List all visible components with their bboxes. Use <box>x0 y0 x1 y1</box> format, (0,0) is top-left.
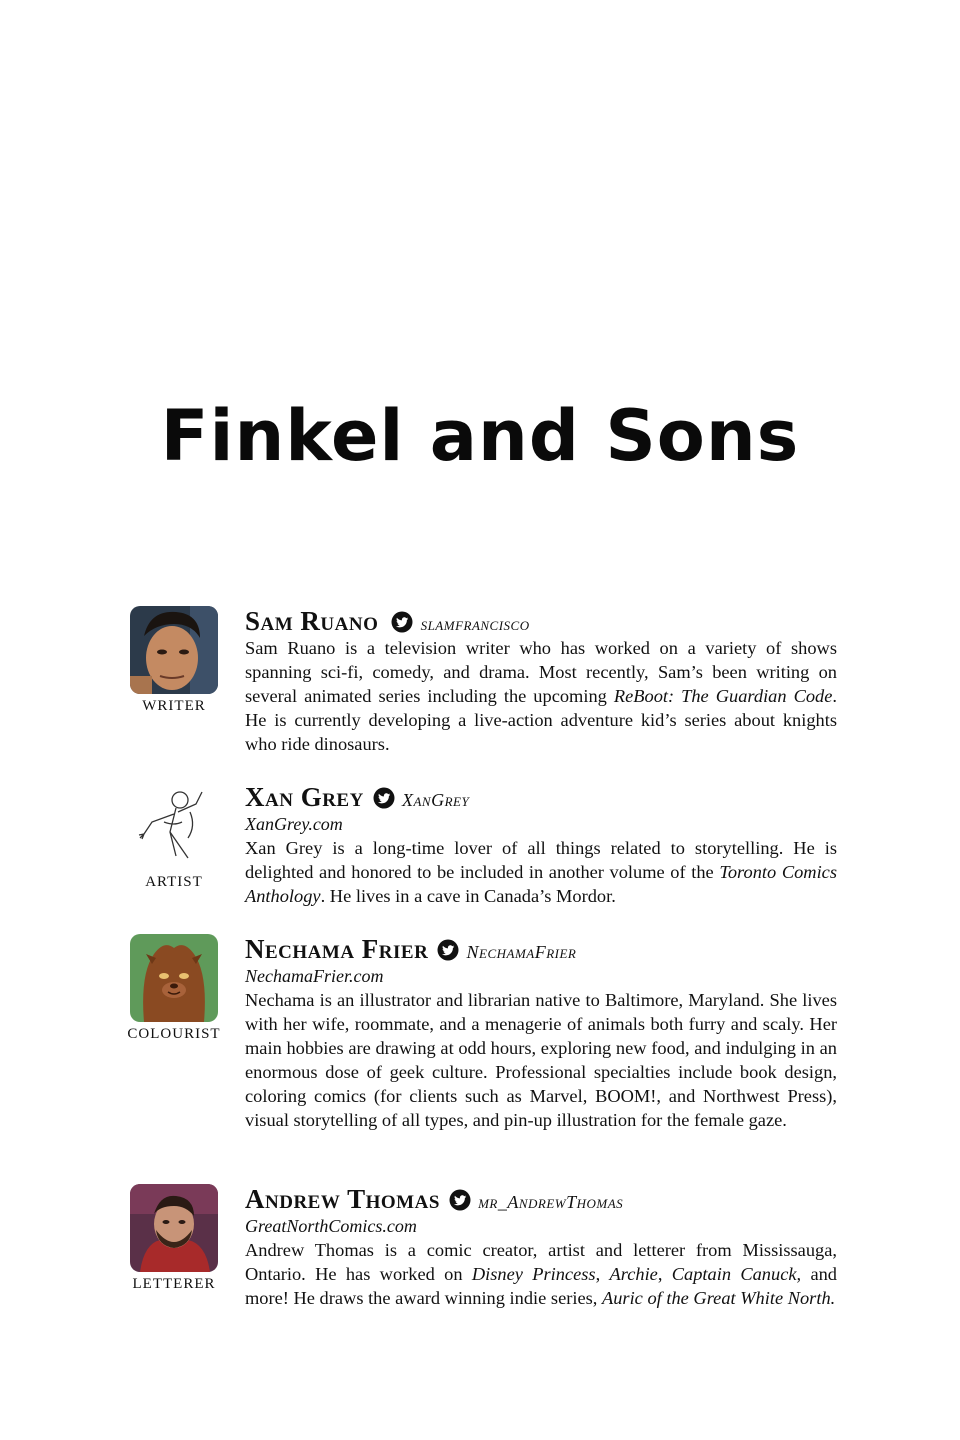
twitter-icon <box>449 1189 471 1211</box>
text-run: . He lives in a cave in Canada’s Mordor. <box>320 886 616 906</box>
role-label: LETTERER <box>132 1276 216 1292</box>
twitter-handle: NechamaFrier <box>466 942 577 962</box>
contributor-name: Sam Ruano <box>245 606 379 636</box>
italic-title: Disney Princess <box>471 1264 596 1284</box>
website-link[interactable]: XanGrey.com <box>245 814 343 834</box>
avatar-column <box>120 606 228 715</box>
italic-title: ReBoot: The Guardian Code <box>613 686 833 706</box>
twitter-handle: mr_AndrewThomas <box>478 1192 624 1212</box>
italic-title: Auric of the Great White North. <box>601 1288 836 1308</box>
bio-text <box>245 1238 837 1310</box>
text-run: Andrew Thomas is a comic creator, artist and letterer from Mississauga, Ontario. He has worked on <box>245 1240 837 1284</box>
twitter-icon <box>373 787 395 809</box>
bio-text-column <box>245 606 837 756</box>
text-run: . He is currently developing a live-action adventure kid’s series about knights who ride dinosaurs. <box>245 686 837 754</box>
bio-text <box>245 836 837 908</box>
role-label: ARTIST <box>145 874 203 890</box>
italic-title: Archie <box>609 1264 658 1284</box>
role-label: WRITER <box>142 698 206 714</box>
twitter-handle: slamfrancisco <box>420 614 530 634</box>
text-run: and more! He draws the award winning indie series, <box>245 1264 837 1308</box>
avatar-nechama-frier <box>130 934 218 1022</box>
website-link[interactable]: GreatNorthComics.com <box>245 1216 417 1236</box>
name-line <box>245 934 837 964</box>
avatar-column <box>120 1184 228 1293</box>
avatar-sam-ruano <box>130 606 218 694</box>
name-line <box>245 606 837 636</box>
italic-title: Toronto Comics Anthology <box>245 862 837 906</box>
bio-text <box>245 636 837 756</box>
contributor-name: Nechama Frier <box>245 934 429 964</box>
twitter-icon <box>391 611 413 633</box>
name-line <box>245 782 837 812</box>
contributor-name: Xan Grey <box>245 782 364 812</box>
name-line <box>245 1184 837 1214</box>
twitter-handle: XanGrey <box>402 790 470 810</box>
text-run: Nechama is an illustrator and librarian native to Baltimore, Maryland. She lives with her wife, roommate, and a menagerie of animals both furry and scaly. Her main hobbies are drawing at odd hours, exploring new food, and indulging in an enormous dose of geek culture. Professional specialties include book design, coloring comics (for clients such as Marvel, BOOM!, and Northwest Press), visual storytelling of all types, and pin-up illustration for the female gaze. <box>245 990 837 1130</box>
page-title: Finkel and Sons <box>160 395 800 477</box>
text-run: , <box>595 1264 610 1284</box>
bio-text <box>245 988 837 1132</box>
website-link[interactable]: NechamaFrier.com <box>245 966 384 986</box>
avatar-column <box>120 782 228 891</box>
text-run: Xan Grey is a long-time lover of all things related to storytelling. He is delighted and honored to be included in another volume of the <box>245 838 837 882</box>
bio-text-column <box>245 782 837 908</box>
bio-text-column <box>245 1184 837 1310</box>
text-run: Sam Ruano is a television writer who has worked on a variety of shows spanning sci-fi, comedy, and drama. Most recently, Sam’s been writing on several animated series including the upcoming <box>245 638 837 706</box>
twitter-icon <box>437 939 459 961</box>
text-run: , <box>657 1264 672 1284</box>
italic-title: Captain Canuck, <box>671 1264 802 1284</box>
contributor-name: Andrew Thomas <box>245 1184 440 1214</box>
avatar-column <box>120 934 228 1043</box>
avatar-xan-grey <box>130 782 218 870</box>
bio-text-column <box>245 934 837 1132</box>
avatar-andrew-thomas <box>130 1184 218 1272</box>
role-label: COLOURIST <box>127 1026 221 1042</box>
